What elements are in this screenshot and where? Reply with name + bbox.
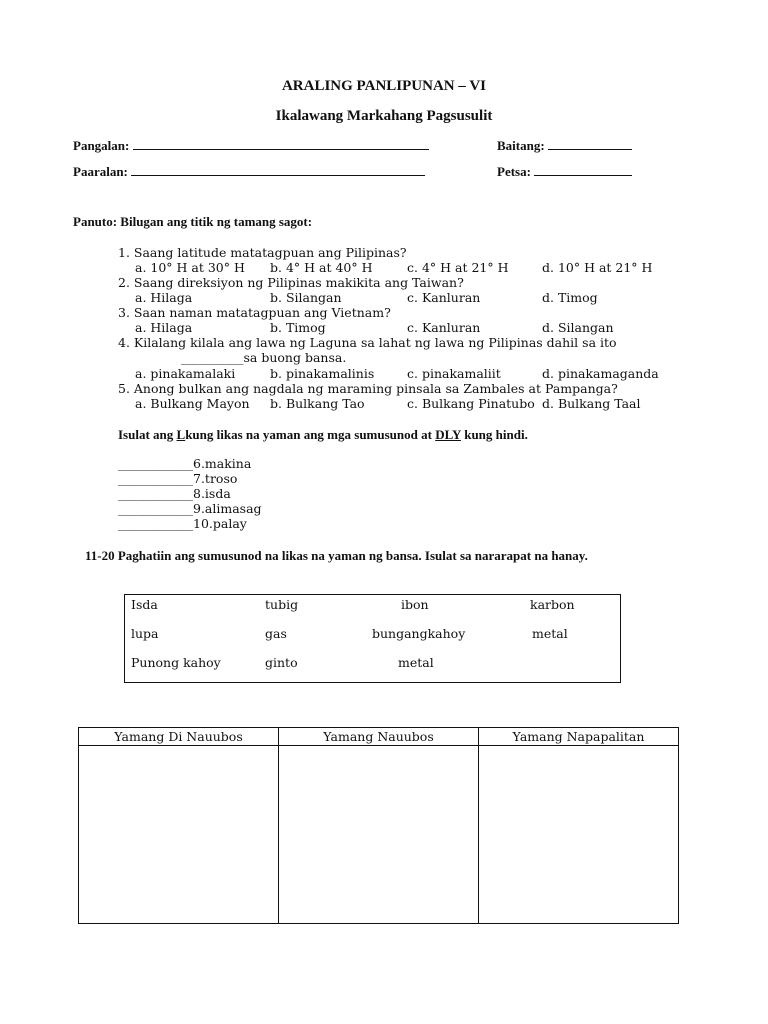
question-4-line2: __________sa buong bansa. <box>181 350 347 365</box>
fill-label: 9.alimasag <box>193 501 262 516</box>
column-header: Yamang Nauubos <box>279 728 479 746</box>
school-label: Paaralan: <box>73 164 128 179</box>
fill-item-9[interactable] <box>118 501 262 516</box>
word-item: Punong kahoy <box>131 655 221 670</box>
q2-option-b[interactable]: b. Silangan <box>270 290 342 305</box>
q1-option-c[interactable]: c. 4° H at 21° H <box>407 260 509 275</box>
column-header: Yamang Di Nauubos <box>79 728 279 746</box>
table-header-row <box>79 728 679 746</box>
word-item: lupa <box>131 626 159 641</box>
part2-instruction-pre: Isulat ang <box>118 427 177 442</box>
answer-cell-nauubos[interactable] <box>279 746 479 924</box>
part2-instruction-post: kung hindi. <box>460 427 528 442</box>
grade-blank[interactable] <box>548 137 632 150</box>
q5-option-a[interactable]: a. Bulkang Mayon <box>135 396 250 411</box>
q3-option-b[interactable]: b. Timog <box>270 320 326 335</box>
q2-option-a[interactable]: a. Hilaga <box>135 290 193 305</box>
answer-cell-di-nauubos[interactable] <box>79 746 279 924</box>
school-field <box>73 163 425 180</box>
q1-option-b[interactable]: b. 4° H at 40° H <box>270 260 373 275</box>
word-item: tubig <box>265 597 299 612</box>
word-item: ibon <box>401 597 429 612</box>
school-blank[interactable] <box>131 163 425 176</box>
q4-option-c[interactable]: c. pinakamaliit <box>407 366 501 381</box>
q2-option-d[interactable]: d. Timog <box>542 290 598 305</box>
grade-label: Baitang: <box>497 138 545 153</box>
part2-instruction-dly: DLY <box>435 427 461 442</box>
page-subtitle: Ikalawang Markahang Pagsusulit <box>275 108 493 124</box>
grade-field <box>497 137 632 154</box>
answer-cell-napapalitan[interactable] <box>479 746 679 924</box>
fill-blank[interactable]: ____________ <box>118 516 193 531</box>
q2-option-c[interactable]: c. Kanluran <box>407 290 481 305</box>
date-label: Petsa: <box>497 164 531 179</box>
word-item: metal <box>398 655 434 670</box>
fill-blank[interactable]: ____________ <box>118 486 193 501</box>
date-blank[interactable] <box>534 163 632 176</box>
word-item: metal <box>532 626 568 641</box>
q4-option-b[interactable]: b. pinakamalinis <box>270 366 375 381</box>
q5-option-d[interactable]: d. Bulkang Taal <box>542 396 641 411</box>
word-item: bungangkahoy <box>372 626 466 641</box>
fill-label: 7.troso <box>193 471 238 486</box>
fill-label: 8.isda <box>193 486 231 501</box>
question-1: 1. Saang latitude matatagpuan ang Pilipinas? <box>118 245 407 260</box>
fill-label: 6.makina <box>193 456 252 471</box>
q4-option-d[interactable]: d. pinakamaganda <box>542 366 659 381</box>
category-table <box>78 727 679 924</box>
name-blank[interactable] <box>133 137 429 150</box>
fill-blank[interactable]: ____________ <box>118 501 193 516</box>
word-item: gas <box>265 626 287 641</box>
q3-option-d[interactable]: d. Silangan <box>542 320 614 335</box>
word-item: ginto <box>265 655 298 670</box>
name-label: Pangalan: <box>73 138 130 153</box>
q3-option-a[interactable]: a. Hilaga <box>135 320 193 335</box>
fill-item-7[interactable] <box>118 471 237 486</box>
q5-option-c[interactable]: c. Bulkang Pinatubo <box>407 396 535 411</box>
part2-instruction-l: L <box>176 427 186 442</box>
part2-instruction-mid: kung likas na yaman ang mga sumusunod at <box>185 427 436 442</box>
q3-option-c[interactable]: c. Kanluran <box>407 320 481 335</box>
fill-label: 10.palay <box>193 516 247 531</box>
q1-option-d[interactable]: d. 10° H at 21° H <box>542 260 653 275</box>
page-title: ARALING PANLIPUNAN – VI <box>281 78 487 94</box>
part3-instruction: 11-20 Paghatiin ang sumusunod na likas na yaman ng bansa. Isulat sa nararapat na hanay. <box>85 548 588 563</box>
q1-option-a[interactable]: a. 10° H at 30° H <box>135 260 245 275</box>
question-5: 5. Anong bulkan ang nagdala ng maraming pinsala sa Zambales at Pampanga? <box>118 381 618 396</box>
question-2: 2. Saang direksiyon ng Pilipinas makikita ang Taiwan? <box>118 275 464 290</box>
fill-blank[interactable]: ____________ <box>118 471 193 486</box>
table-row <box>79 746 679 924</box>
question-4: 4. Kilalang kilala ang lawa ng Laguna sa lahat ng lawa ng Pilipinas dahil sa ito <box>118 335 617 350</box>
word-item: karbon <box>530 597 575 612</box>
q4-option-a[interactable]: a. pinakamalaki <box>135 366 236 381</box>
fill-item-10[interactable] <box>118 516 247 531</box>
word-item: Isda <box>131 597 158 612</box>
fill-blank[interactable]: ____________ <box>118 456 193 471</box>
q5-option-b[interactable]: b. Bulkang Tao <box>270 396 365 411</box>
question-3: 3. Saan naman matatagpuan ang Vietnam? <box>118 305 391 320</box>
fill-item-6[interactable] <box>118 456 251 471</box>
part1-instruction: Panuto: Bilugan ang titik ng tamang sagot: <box>73 214 313 229</box>
word-bank-box <box>124 594 621 683</box>
name-field <box>73 137 429 154</box>
column-header: Yamang Napapalitan <box>479 728 679 746</box>
fill-item-8[interactable] <box>118 486 231 501</box>
date-field <box>497 163 632 180</box>
part2-instruction <box>118 427 528 443</box>
